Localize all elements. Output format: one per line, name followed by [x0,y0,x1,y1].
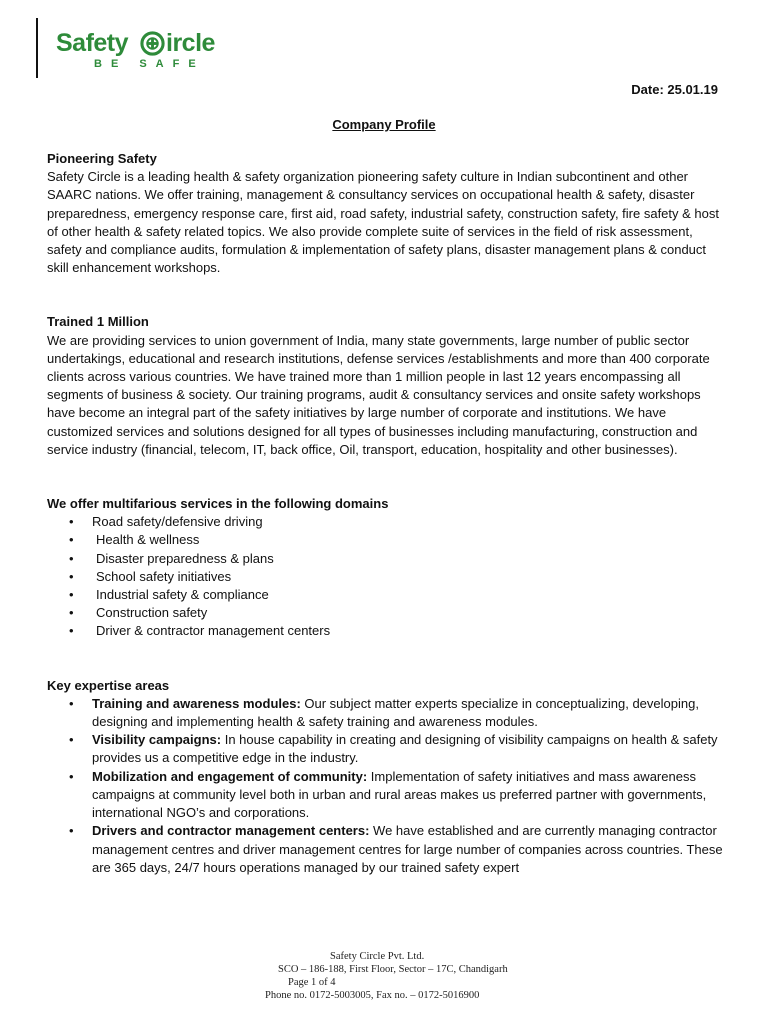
expertise-term: Mobilization and engagement of community: [92,768,368,784]
logo-word-safety: Safety [56,29,129,57]
list-item [47,731,727,767]
footer-page-number: Page 1 of 4 [288,977,336,988]
expertise-desc: Implementation of safety initiatives and mass awareness campaigns at community level both in urban and rural areas makes us preferred partner with governments, international NGO’s and corporations. [92,768,707,821]
section-heading: Trained 1 Million [47,314,149,330]
document-body [47,150,727,877]
expertise-desc: We have established and are currently managing contractor management centres and driver management centres for large number of companies across countries. These are 365 days, 24/7 hours operations managed by our trained safety expert [92,823,723,875]
document-date: Date: 25.01.19 [631,82,718,97]
logo-word-circle: ircle [166,29,215,57]
section-heading: Key expertise areas [47,677,170,693]
section-heading: Pioneering Safety [47,151,157,166]
footer-address: SCO – 186-188, First Floor, Sector – 17C, Chandigarh [278,964,508,975]
section-trained [47,313,727,459]
circle-logo-icon [140,31,165,56]
section-pioneering [47,150,727,277]
logo-tagline: BE SAFE [94,58,205,70]
expertise-term: Drivers and contractor management centers: [92,823,370,839]
list-item [47,695,727,731]
list-item [47,768,727,823]
list-item: • Construction safety [47,604,727,622]
expertise-term: Training and awareness modules: [92,695,301,711]
section-paragraph: Safety Circle is a leading health & safety organization pioneering safety culture in Indian subcontinent and other SAARC nations. We offer training, management & consultancy services on occupational health & safety, disaster preparedness, emergency response care, first aid, road safety, industrial safety, construction safety, fire safety & host of other health & safety related topics. We also provide complete suite of services in the field of risk assessment, safety and compliance audits, formulation & implementation of safety plans, disaster management plans & conduct skill enhancement workshops. [47,169,719,276]
section-paragraph: We are providing services to union government of India, many state governments, large number of public sector undertakings, educational and research institutions, defense services /establishments and more than 400 corporate clients across various countries. We have trained more than 1 million people in last 12 years encompassing all segments of business & society. Our training programs, audit & consultancy services and onsite safety workshops have become an integral part of the safety initiatives by large number of corporate and institutions. We have customized services and solutions designed for all types of businesses including manufacturing, construction and service industry (financial, telecom, IT, back office, Oil, transport, education, hospitality and other businesses). [47,332,710,457]
section-expertise [47,677,727,877]
expertise-list [47,695,727,877]
logo-divider [36,18,38,78]
page-title: Company Profile [332,117,436,132]
expertise-term: Visibility campaigns: [92,732,222,748]
footer-company: Safety Circle Pvt. Ltd. [330,951,425,962]
list-item: • Industrial safety & compliance [47,586,727,604]
list-item: • Road safety/defensive driving [47,513,727,531]
list-item: • Driver & contractor management centers [47,622,727,640]
expertise-desc: Our subject matter experts specialize in conceptualizing, developing, designing and implementing health & safety training and awareness modules. [92,695,699,730]
footer-contact: Phone no. 0172-5003005, Fax no. – 0172-5016900 [265,990,480,1001]
section-domains [47,495,727,641]
expertise-desc: In house capability in creating and designing of visibility campaigns on health & safety provides us a competitive edge in the industry. [92,732,718,766]
section-heading: We offer multifarious services in the following domains [47,496,389,512]
list-item: • Health & wellness [47,531,727,549]
company-logo [56,28,236,74]
list-item: • Disaster preparedness & plans [47,550,727,568]
list-item [47,822,727,877]
domains-list [47,513,727,640]
list-item: • School safety initiatives [47,568,727,586]
